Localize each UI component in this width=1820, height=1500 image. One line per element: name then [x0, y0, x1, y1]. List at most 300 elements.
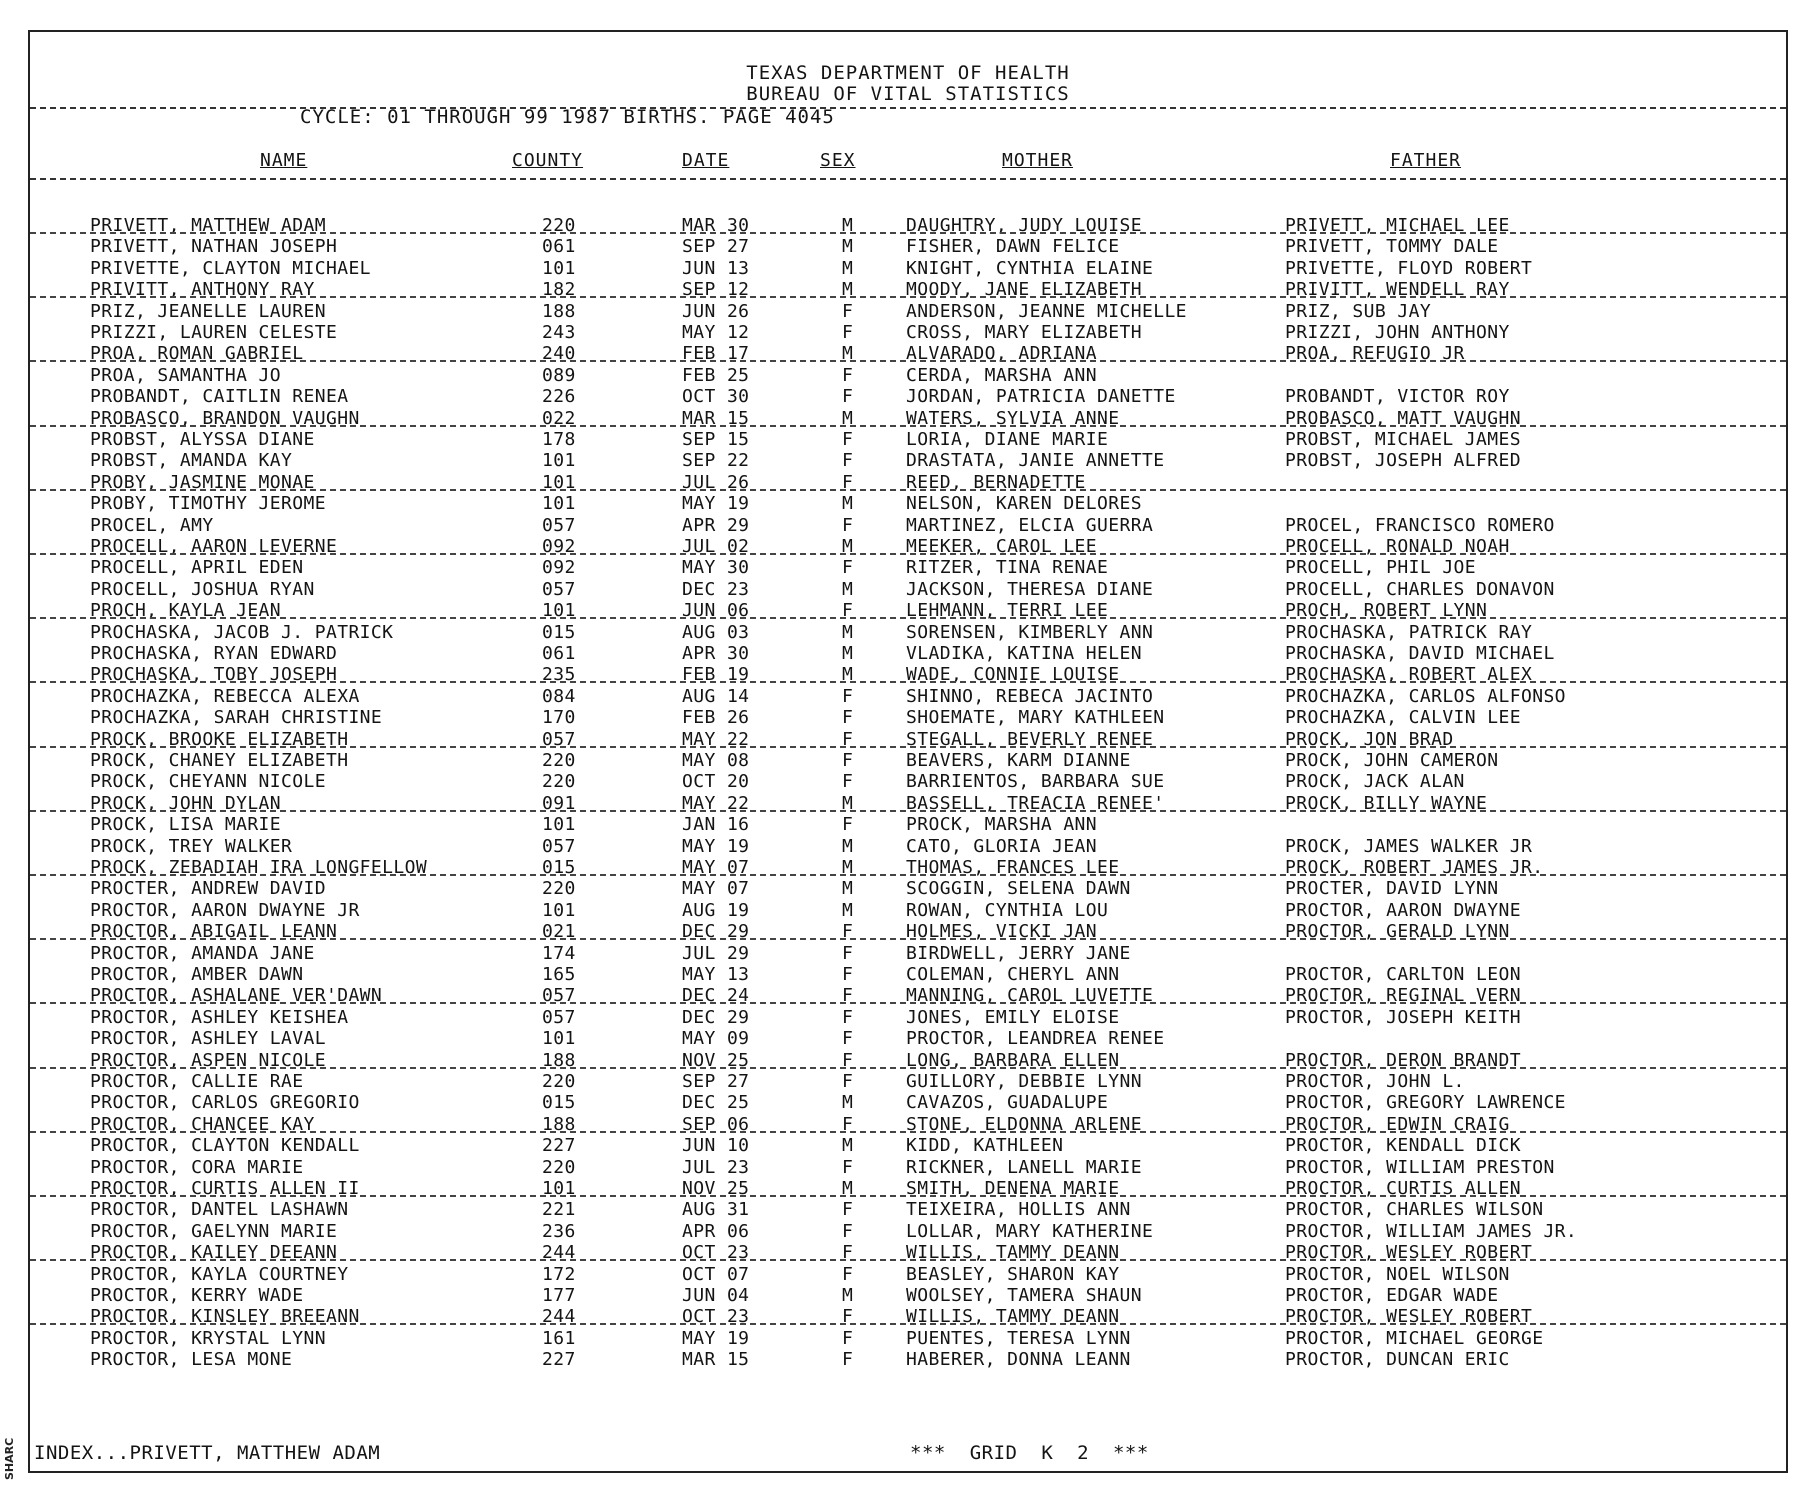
cell-county: 170	[542, 707, 576, 729]
cell-name: PROCK, ZEBADIAH IRA LONGFELLOW	[90, 857, 428, 878]
cell-name: PROCTOR, KAYLA COURTNEY	[90, 1263, 349, 1285]
table-row	[30, 1199, 1786, 1220]
cell-name: PROA, ROMAN GABRIEL	[90, 343, 304, 365]
cell-county: 089	[542, 364, 576, 386]
cell-county: 101	[542, 493, 576, 515]
cell-date: MAY 09	[682, 1028, 750, 1050]
cell-sex: F	[842, 921, 854, 943]
table-row	[30, 686, 1786, 707]
cell-date: MAY 07	[682, 878, 750, 900]
table-row	[30, 600, 1786, 621]
cell-name: PROCTOR, GAELYNN MARIE	[90, 1220, 338, 1242]
cell-mother: PUENTES, TERESA LYNN	[906, 1327, 1131, 1349]
cell-name: PROCTOR, CHANCEE KAY	[90, 1113, 315, 1135]
cell-mother: WATERS, SYLVIA ANNE	[906, 407, 1120, 429]
cell-sex: F	[842, 1049, 854, 1071]
cell-date: FEB 17	[682, 343, 750, 365]
table-row	[30, 408, 1786, 429]
cell-mother: PROCTOR, LEANDREA RENEE	[906, 1028, 1165, 1050]
cell-name: PROCTOR, AMBER DAWN	[90, 964, 304, 985]
cell-date: DEC 29	[682, 921, 750, 943]
cell-father: PROA, REFUGIO JR	[1285, 343, 1465, 365]
cell-father: PROBASCO, MATT VAUGHN	[1285, 407, 1521, 429]
table-row	[30, 557, 1786, 578]
cell-father: PROBST, JOSEPH ALFRED	[1285, 450, 1521, 472]
cell-sex: M	[842, 1178, 854, 1199]
cell-mother: MOODY, JANE ELIZABETH	[906, 279, 1142, 301]
cell-sex: M	[842, 279, 854, 301]
cell-name: PROCK, BROOKE ELIZABETH	[90, 728, 349, 750]
cell-father: PROCTOR, GERALD LYNN	[1285, 921, 1510, 943]
cell-sex: F	[842, 514, 854, 536]
cell-date: OCT 23	[682, 1242, 750, 1264]
column-header-rule	[30, 178, 1786, 180]
cell-mother: HOLMES, VICKI JAN	[906, 921, 1098, 943]
cell-date: OCT 30	[682, 386, 750, 408]
cell-mother: LONG, BARBARA ELLEN	[906, 1049, 1120, 1071]
cell-date: SEP 27	[682, 236, 750, 258]
cell-date: FEB 25	[682, 364, 750, 386]
cell-father: PROCELL, RONALD NOAH	[1285, 536, 1510, 557]
cell-date: JUN 10	[682, 1135, 750, 1157]
cell-county: 220	[542, 1156, 576, 1178]
header-bureau: BUREAU OF VITAL STATISTICS	[746, 83, 1070, 105]
cell-sex: F	[842, 1156, 854, 1178]
cell-mother: WADE, CONNIE LOUISE	[906, 664, 1120, 686]
column-header-date: DATE	[682, 150, 730, 171]
cell-mother: STONE, ELDONNA ARLENE	[906, 1113, 1142, 1135]
cell-name: PROCTOR, ASHALANE VER'DAWN	[90, 985, 383, 1007]
cell-sex: F	[842, 1349, 854, 1371]
cell-sex: M	[842, 1285, 854, 1306]
cell-mother: WILLIS, TAMMY DEANN	[906, 1242, 1120, 1264]
cell-name: PROCTOR, CLAYTON KENDALL	[90, 1135, 360, 1157]
cell-father: PROCK, BILLY WAYNE	[1285, 792, 1488, 814]
cell-sex: F	[842, 1306, 854, 1328]
cell-mother: WOOLSEY, TAMERA SHAUN	[906, 1285, 1142, 1306]
cell-date: SEP 22	[682, 450, 750, 472]
cell-sex: F	[842, 964, 854, 985]
cell-county: 091	[542, 792, 576, 814]
cell-name: PRIVETTE, CLAYTON MICHAEL	[90, 257, 371, 279]
cell-county: 188	[542, 300, 576, 322]
cell-county: 101	[542, 450, 576, 472]
cell-mother: BIRDWELL, JERRY JANE	[906, 942, 1131, 964]
cell-sex: F	[842, 1242, 854, 1264]
table-row	[30, 472, 1786, 493]
footer-grid: *** GRID K 2 ***	[910, 1442, 1149, 1464]
table-row	[30, 1114, 1786, 1135]
cell-mother: SORENSEN, KIMBERLY ANN	[906, 621, 1154, 643]
cell-mother: ANDERSON, JEANNE MICHELLE	[906, 300, 1187, 322]
cell-name: PROCTOR, KRYSTAL LYNN	[90, 1327, 326, 1349]
cell-father: PROCTOR, CARLTON LEON	[1285, 964, 1521, 985]
cell-date: JUN 06	[682, 600, 750, 622]
cell-name: PROCELL, JOSHUA RYAN	[90, 578, 315, 600]
cell-date: APR 06	[682, 1220, 750, 1242]
cell-mother: JONES, EMILY ELOISE	[906, 1006, 1120, 1028]
cell-mother: LOLLAR, MARY KATHERINE	[906, 1220, 1154, 1242]
cell-date: SEP 15	[682, 429, 750, 450]
cell-date: JAN 16	[682, 814, 750, 836]
cell-mother: SCOGGIN, SELENA DAWN	[906, 878, 1131, 900]
cell-county: 221	[542, 1199, 576, 1221]
cell-county: 243	[542, 322, 576, 343]
cell-date: OCT 23	[682, 1306, 750, 1328]
cell-sex: F	[842, 600, 854, 622]
cell-name: PROCK, CHANEY ELIZABETH	[90, 750, 349, 771]
cell-date: AUG 31	[682, 1199, 750, 1221]
cell-mother: DAUGHTRY, JUDY LOUISE	[906, 215, 1142, 236]
cell-county: 015	[542, 857, 576, 878]
cell-father: PRIZZI, JOHN ANTHONY	[1285, 322, 1510, 343]
cell-father: PROCHAZKA, CALVIN LEE	[1285, 707, 1521, 729]
cell-name: PROCTOR, ASHLEY LAVAL	[90, 1028, 326, 1050]
cell-sex: M	[842, 835, 854, 857]
cell-name: PROCTOR, AMANDA JANE	[90, 942, 315, 964]
cell-father: PROCHASKA, ROBERT ALEX	[1285, 664, 1533, 686]
cell-father: PROCTOR, WILLIAM PRESTON	[1285, 1156, 1555, 1178]
cell-sex: M	[842, 857, 854, 878]
cell-name: PROBY, TIMOTHY JEROME	[90, 493, 326, 515]
cell-county: 092	[542, 536, 576, 557]
cell-date: MAY 19	[682, 493, 750, 515]
cell-name: PROA, SAMANTHA JO	[90, 364, 282, 386]
cell-sex: M	[842, 343, 854, 365]
table-row	[30, 643, 1786, 664]
cell-mother: PROCK, MARSHA ANN	[906, 814, 1098, 836]
cell-mother: MEEKER, CAROL LEE	[906, 536, 1098, 557]
side-mark: SHARC	[3, 1437, 16, 1480]
cell-mother: ALVARADO, ADRIANA	[906, 343, 1098, 365]
table-row	[30, 750, 1786, 771]
cell-sex: F	[842, 471, 854, 493]
cell-county: 057	[542, 985, 576, 1007]
cell-name: PROCTOR, AARON DWAYNE JR	[90, 899, 360, 921]
cell-county: 101	[542, 600, 576, 622]
cell-county: 057	[542, 728, 576, 750]
cell-name: PROCH, KAYLA JEAN	[90, 600, 282, 622]
table-row	[30, 1050, 1786, 1071]
table-row	[30, 771, 1786, 792]
cell-county: 174	[542, 942, 576, 964]
table-row	[30, 450, 1786, 471]
cell-county: 061	[542, 643, 576, 664]
cell-name: PROCHAZKA, SARAH CHRISTINE	[90, 707, 383, 729]
cell-date: MAY 22	[682, 728, 750, 750]
table-row	[30, 1071, 1786, 1092]
cell-sex: F	[842, 1199, 854, 1221]
cell-father: PROCTOR, GREGORY LAWRENCE	[1285, 1092, 1566, 1114]
column-header-father: FATHER	[1390, 150, 1462, 171]
cell-sex: F	[842, 1006, 854, 1028]
cell-father: PROBST, MICHAEL JAMES	[1285, 429, 1521, 450]
cell-sex: F	[842, 364, 854, 386]
cell-sex: M	[842, 536, 854, 557]
cell-sex: M	[842, 899, 854, 921]
cell-date: DEC 24	[682, 985, 750, 1007]
cell-father: PROBANDT, VICTOR ROY	[1285, 386, 1510, 408]
cell-sex: F	[842, 771, 854, 793]
cell-county: 101	[542, 1028, 576, 1050]
cell-sex: F	[842, 1071, 854, 1092]
cell-county: 226	[542, 386, 576, 408]
cell-county: 101	[542, 257, 576, 279]
cell-mother: MANNING, CAROL LUVETTE	[906, 985, 1154, 1007]
cell-county: 220	[542, 878, 576, 900]
cell-date: FEB 26	[682, 707, 750, 729]
cell-county: 057	[542, 514, 576, 536]
cell-father: PRIVETT, TOMMY DALE	[1285, 236, 1499, 258]
cell-county: 021	[542, 921, 576, 943]
cell-sex: F	[842, 322, 854, 343]
cell-date: NOV 25	[682, 1178, 750, 1199]
column-header-sex: SEX	[820, 150, 856, 171]
cell-county: 172	[542, 1263, 576, 1285]
cell-father: PROCTOR, KENDALL DICK	[1285, 1135, 1521, 1157]
cell-county: 177	[542, 1285, 576, 1306]
cell-county: 227	[542, 1135, 576, 1157]
cell-county: 244	[542, 1306, 576, 1328]
cell-date: OCT 20	[682, 771, 750, 793]
table-row	[30, 386, 1786, 407]
cell-father: PROCTOR, CHARLES WILSON	[1285, 1199, 1544, 1221]
cell-name: PROBY, JASMINE MONAE	[90, 471, 315, 493]
table-row	[30, 836, 1786, 857]
table-row	[30, 878, 1786, 899]
cell-name: PROCTOR, ABIGAIL LEANN	[90, 921, 338, 943]
table-row	[30, 1264, 1786, 1285]
cell-date: NOV 25	[682, 1049, 750, 1071]
table-row	[30, 814, 1786, 835]
cell-father: PROCTOR, AARON DWAYNE	[1285, 899, 1521, 921]
cell-date: MAY 19	[682, 835, 750, 857]
cell-county: 220	[542, 750, 576, 771]
cell-sex: F	[842, 300, 854, 322]
cell-mother: SHINNO, REBECA JACINTO	[906, 685, 1154, 707]
cell-mother: CAVAZOS, GUADALUPE	[906, 1092, 1109, 1114]
cell-county: 220	[542, 771, 576, 793]
cell-sex: F	[842, 728, 854, 750]
cell-date: MAY 12	[682, 322, 750, 343]
cell-sex: F	[842, 557, 854, 579]
cell-county: 235	[542, 664, 576, 686]
cell-father: PROCK, JAMES WALKER JR	[1285, 835, 1533, 857]
cell-mother: SHOEMATE, MARY KATHLEEN	[906, 707, 1165, 729]
cell-name: PROCEL, AMY	[90, 514, 214, 536]
cell-name: PROCHASKA, TOBY JOSEPH	[90, 664, 338, 686]
cell-mother: KIDD, KATHLEEN	[906, 1135, 1064, 1157]
table-row	[30, 365, 1786, 386]
document-frame	[28, 30, 1788, 1473]
table-row	[30, 258, 1786, 279]
cell-date: JUL 26	[682, 471, 750, 493]
cell-sex: F	[842, 386, 854, 408]
cell-mother: CATO, GLORIA JEAN	[906, 835, 1098, 857]
cell-father: PROCTOR, EDGAR WADE	[1285, 1285, 1499, 1306]
table-row	[30, 493, 1786, 514]
cell-father: PRIVETT, MICHAEL LEE	[1285, 215, 1510, 236]
cell-name: PROBASCO, BRANDON VAUGHN	[90, 407, 360, 429]
table-row	[30, 857, 1786, 878]
cell-sex: F	[842, 1028, 854, 1050]
cell-mother: GUILLORY, DEBBIE LYNN	[906, 1071, 1142, 1092]
cell-name: PROCK, LISA MARIE	[90, 814, 282, 836]
cell-name: PROCK, TREY WALKER	[90, 835, 293, 857]
cell-father: PROCHASKA, PATRICK RAY	[1285, 621, 1533, 643]
cell-date: DEC 25	[682, 1092, 750, 1114]
cell-mother: BARRIENTOS, BARBARA SUE	[906, 771, 1165, 793]
table-row	[30, 236, 1786, 257]
cell-county: 015	[542, 1092, 576, 1114]
cell-father: PROCTER, DAVID LYNN	[1285, 878, 1499, 900]
table-row	[30, 1028, 1786, 1049]
cell-name: PROBST, AMANDA KAY	[90, 450, 293, 472]
table-row	[30, 793, 1786, 814]
cell-date: SEP 06	[682, 1113, 750, 1135]
cell-name: PROCTOR, ASPEN NICOLE	[90, 1049, 326, 1071]
cell-father: PROCHAZKA, CARLOS ALFONSO	[1285, 685, 1566, 707]
cell-date: MAY 30	[682, 557, 750, 579]
table-row	[30, 536, 1786, 557]
cell-county: 178	[542, 429, 576, 450]
cell-sex: F	[842, 450, 854, 472]
cell-father: PRIZ, SUB JAY	[1285, 300, 1432, 322]
cell-father: PROCTOR, MICHAEL GEORGE	[1285, 1327, 1544, 1349]
cell-father: PROCK, JON BRAD	[1285, 728, 1454, 750]
cell-father: PROCTOR, WILLIAM JAMES JR.	[1285, 1220, 1578, 1242]
cell-mother: KNIGHT, CYNTHIA ELAINE	[906, 257, 1154, 279]
cell-county: 161	[542, 1327, 576, 1349]
cell-mother: THOMAS, FRANCES LEE	[906, 857, 1120, 878]
cell-sex: M	[842, 1092, 854, 1114]
cell-sex: F	[842, 1327, 854, 1349]
cell-father: PROCK, JOHN CAMERON	[1285, 750, 1499, 771]
cell-sex: F	[842, 1113, 854, 1135]
cell-sex: F	[842, 985, 854, 1007]
cell-county: 101	[542, 471, 576, 493]
cell-mother: BASSELL, TREACIA RENEE'	[906, 792, 1165, 814]
table-row	[30, 1242, 1786, 1263]
cell-date: MAY 22	[682, 792, 750, 814]
cell-name: PRIZ, JEANELLE LAUREN	[90, 300, 326, 322]
cell-mother: LEHMANN, TERRI LEE	[906, 600, 1109, 622]
cell-father: PROCEL, FRANCISCO ROMERO	[1285, 514, 1555, 536]
table-row	[30, 985, 1786, 1006]
cell-date: DEC 23	[682, 578, 750, 600]
column-header-county: COUNTY	[512, 150, 584, 171]
cell-date: APR 29	[682, 514, 750, 536]
table-row	[30, 1135, 1786, 1156]
cell-county: 165	[542, 964, 576, 985]
cell-date: JUL 02	[682, 536, 750, 557]
cell-father: PROCELL, CHARLES DONAVON	[1285, 578, 1555, 600]
cell-date: FEB 19	[682, 664, 750, 686]
cell-date: SEP 12	[682, 279, 750, 301]
cell-name: PROCTOR, KINSLEY BREEANN	[90, 1306, 360, 1328]
cell-sex: F	[842, 1220, 854, 1242]
cell-father: PROCTOR, REGINAL VERN	[1285, 985, 1521, 1007]
table-row	[30, 343, 1786, 364]
cell-date: SEP 27	[682, 1071, 750, 1092]
cell-mother: TEIXEIRA, HOLLIS ANN	[906, 1199, 1131, 1221]
cell-county: 240	[542, 343, 576, 365]
cell-mother: RICKNER, LANELL MARIE	[906, 1156, 1142, 1178]
cell-date: JUL 29	[682, 942, 750, 964]
cell-mother: REED, BERNADETTE	[906, 471, 1086, 493]
cell-county: 227	[542, 1349, 576, 1371]
cell-father: PROCTOR, CURTIS ALLEN	[1285, 1178, 1521, 1199]
cell-date: MAY 07	[682, 857, 750, 878]
cell-sex: F	[842, 429, 854, 450]
cell-date: AUG 14	[682, 685, 750, 707]
cell-sex: M	[842, 236, 854, 258]
cell-sex: F	[842, 750, 854, 771]
cell-name: PROCTOR, LESA MONE	[90, 1349, 293, 1371]
cell-date: JUN 26	[682, 300, 750, 322]
cell-mother: NELSON, KAREN DELORES	[906, 493, 1142, 515]
cell-mother: FISHER, DAWN FELICE	[906, 236, 1120, 258]
table-row	[30, 707, 1786, 728]
cell-county: 057	[542, 1006, 576, 1028]
cell-sex: F	[842, 942, 854, 964]
cell-sex: F	[842, 685, 854, 707]
cell-county: 188	[542, 1113, 576, 1135]
cell-date: OCT 07	[682, 1263, 750, 1285]
cell-date: APR 30	[682, 643, 750, 664]
cell-father: PROCTOR, DERON BRANDT	[1285, 1049, 1521, 1071]
cell-mother: BEASLEY, SHARON KAY	[906, 1263, 1120, 1285]
cell-father: PROCTOR, EDWIN CRAIG	[1285, 1113, 1510, 1135]
cell-mother: ROWAN, CYNTHIA LOU	[906, 899, 1109, 921]
column-header-mother: MOTHER	[1002, 150, 1074, 171]
cell-sex: M	[842, 664, 854, 686]
cell-father: PROCTOR, DUNCAN ERIC	[1285, 1349, 1510, 1371]
cell-date: DEC 29	[682, 1006, 750, 1028]
cell-county: 022	[542, 407, 576, 429]
table-row	[30, 1221, 1786, 1242]
cell-name: PROCHAZKA, REBECCA ALEXA	[90, 685, 360, 707]
cell-name: PROCELL, APRIL EDEN	[90, 557, 304, 579]
table-row	[30, 1092, 1786, 1113]
cell-sex: M	[842, 578, 854, 600]
cell-mother: LORIA, DIANE MARIE	[906, 429, 1109, 450]
cell-county: 188	[542, 1049, 576, 1071]
cell-sex: F	[842, 707, 854, 729]
cell-date: MAR 15	[682, 1349, 750, 1371]
table-row	[30, 664, 1786, 685]
cell-sex: F	[842, 1263, 854, 1285]
cell-name: PROCELL, AARON LEVERNE	[90, 536, 338, 557]
cell-name: PRIVITT, ANTHONY RAY	[90, 279, 315, 301]
cell-father: PROCK, ROBERT JAMES JR.	[1285, 857, 1544, 878]
cell-sex: M	[842, 878, 854, 900]
cell-date: JUL 23	[682, 1156, 750, 1178]
cell-sex: F	[842, 814, 854, 836]
cell-date: MAY 13	[682, 964, 750, 985]
table-row	[30, 579, 1786, 600]
table-row	[30, 1007, 1786, 1028]
cell-sex: M	[842, 792, 854, 814]
cell-mother: SMITH, DENENA MARIE	[906, 1178, 1120, 1199]
header-department: TEXAS DEPARTMENT OF HEALTH	[746, 62, 1070, 84]
cell-county: 057	[542, 835, 576, 857]
cell-sex: M	[842, 621, 854, 643]
cell-mother: STEGALL, BEVERLY RENEE	[906, 728, 1154, 750]
cell-sex: M	[842, 407, 854, 429]
cell-sex: M	[842, 1135, 854, 1157]
cell-father: PRIVETTE, FLOYD ROBERT	[1285, 257, 1533, 279]
